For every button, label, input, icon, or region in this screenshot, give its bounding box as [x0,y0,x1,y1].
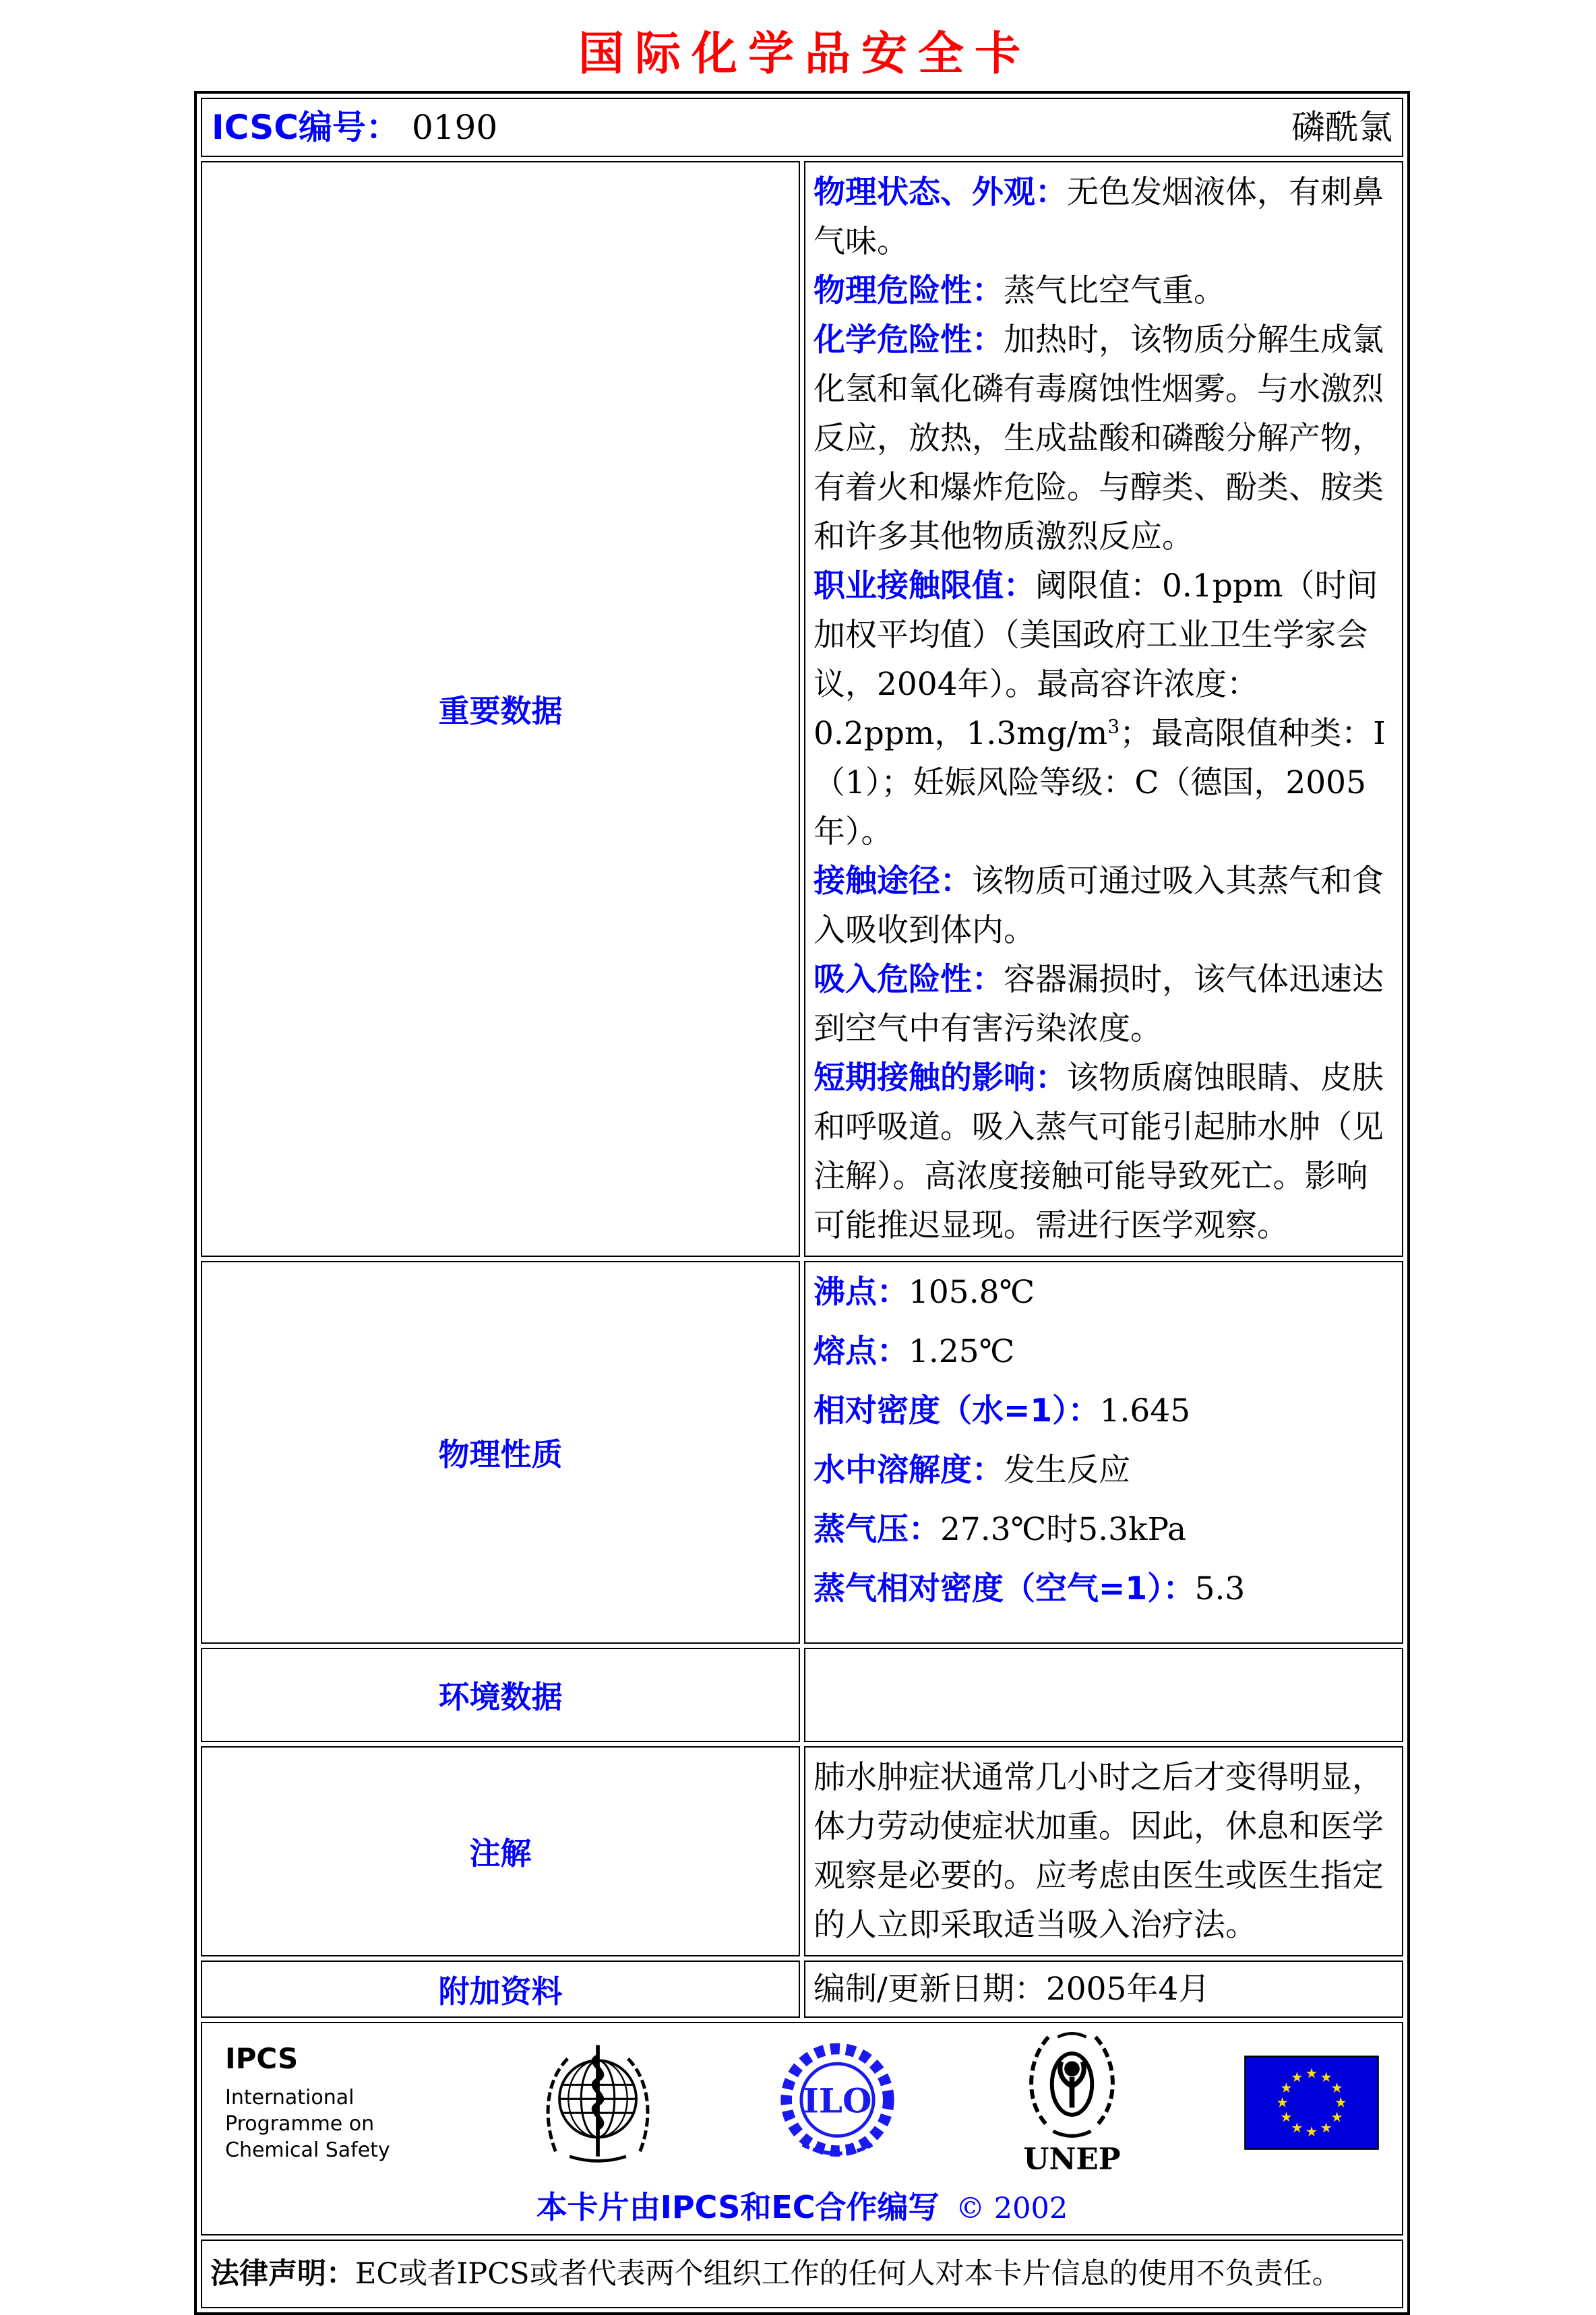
important-data-row [201,161,1403,1257]
physical-properties-content [804,1261,1403,1644]
copyright-year: © 2002 [956,2192,1068,2225]
icsc-card-page [194,18,1415,2315]
icsc-number-group [212,106,497,149]
ipcs-subtitle-line3: Chemical Safety [225,2138,390,2162]
ilo-emblem-icon [775,2040,900,2165]
environmental-data-label: 环境数据 [201,1648,800,1742]
paragraph: 肺水肿症状通常几小时之后才变得明显，体力劳动使症状加重。因此，休息和医学观察是必要的。应考虑由医生或医生指定的人立即采取适当吸入治疗法。 [814,1759,1384,1944]
copyright-text: 本卡片由IPCS和EC合作编写 [536,2189,940,2225]
copyright-line [216,2183,1388,2227]
legal-cell [201,2240,1403,2308]
paragraph: 蒸气压：27.3℃时5.3kPa [814,1511,1186,1548]
notes-row [201,1746,1403,1956]
additional-info-content [804,1961,1403,2018]
paragraph: 相对密度（水=1）：1.645 [814,1392,1191,1429]
paragraph: 接触途径：该物质可通过吸入其蒸气和食入吸收到体内。 [814,863,1384,949]
icsc-table [194,91,1410,2315]
paragraph: 熔点：1.25℃ [814,1333,1015,1370]
additional-info-row [201,1961,1403,2018]
legal-label: 法律声明： [210,2257,355,2291]
paragraph: 编制/更新日期：2005年4月 [814,1971,1210,2008]
logos-strip [216,2030,1388,2175]
header-cell [201,98,1403,157]
page-title: 国际化学品安全卡 [578,28,1031,81]
important-data-content [804,161,1403,1257]
paragraph: 沸点：105.8℃ [814,1274,1035,1311]
environmental-data-content [804,1648,1403,1742]
additional-info-label: 附加资料 [201,1961,800,2018]
unep-emblem-icon [1013,2030,1131,2175]
notes-content [804,1746,1403,1956]
who-emblem-icon [534,2039,662,2167]
paragraph: 化学危险性：加热时，该物质分解生成氯化氢和氧化磷有毒腐蚀性烟雾。与水激烈反应，放热，生成盐酸和磷酸分解产物，有着火和爆炸危险。与醇类、酚类、胺类和许多其他物质激烈反应。 [814,321,1384,555]
paragraph: 蒸气相对密度（空气=1）：5.3 [814,1570,1246,1607]
chemical-name: 磷酰氯 [1291,108,1392,147]
icsc-number-value: 0190 [411,108,498,147]
important-data-label: 重要数据 [201,161,800,1257]
ipcs-subtitle-line2: Programme on [225,2111,375,2136]
paragraph: 物理危险性：蒸气比空气重。 [814,272,1225,309]
paragraph: 物理状态、外观：无色发烟液体，有刺鼻气味。 [814,174,1384,260]
environmental-data-row [201,1648,1403,1742]
physical-properties-row [201,1261,1403,1644]
physical-properties-label: 物理性质 [201,1261,800,1644]
legal-text: EC或者IPCS或者代表两个组织工作的任何人对本卡片信息的使用不负责任。 [355,2257,1341,2291]
unep-label: UNEP [1023,2142,1121,2175]
logos-row [201,2022,1403,2235]
legal-row [201,2240,1403,2308]
paragraph: 吸入危险性：容器漏损时，该气体迅速达到空气中有害污染浓度。 [814,961,1384,1047]
eu-flag-icon [1244,2055,1379,2151]
ipcs-subtitle-line1: International [225,2085,355,2109]
logos-cell [201,2022,1403,2235]
icsc-number-label: ICSC编号： [212,108,400,147]
notes-label: 注解 [201,1746,800,1956]
svg-text:ILO: ILO [803,2080,872,2121]
paragraph: 水中溶解度：发生反应 [814,1452,1130,1489]
header-row [201,98,1403,157]
ipcs-title: IPCS [225,2041,299,2075]
paragraph: 短期接触的影响：该物质腐蚀眼睛、皮肤和呼吸道。吸入蒸气可能引起肺水肿（见注解）。高浓度接触可能导致死亡。影响可能推迟显现。需进行医学观察。 [814,1059,1384,1244]
paragraph: 职业接触限值：阈限值：0.1ppm（时间加权平均值）（美国政府工业卫生学家会议，2004年）。最高容许浓度：0.2ppm，$1.3mg/m^3$；最高限值种类：I（1）；妊娠风险等级：C（德国，2005年）。 [814,567,1386,851]
